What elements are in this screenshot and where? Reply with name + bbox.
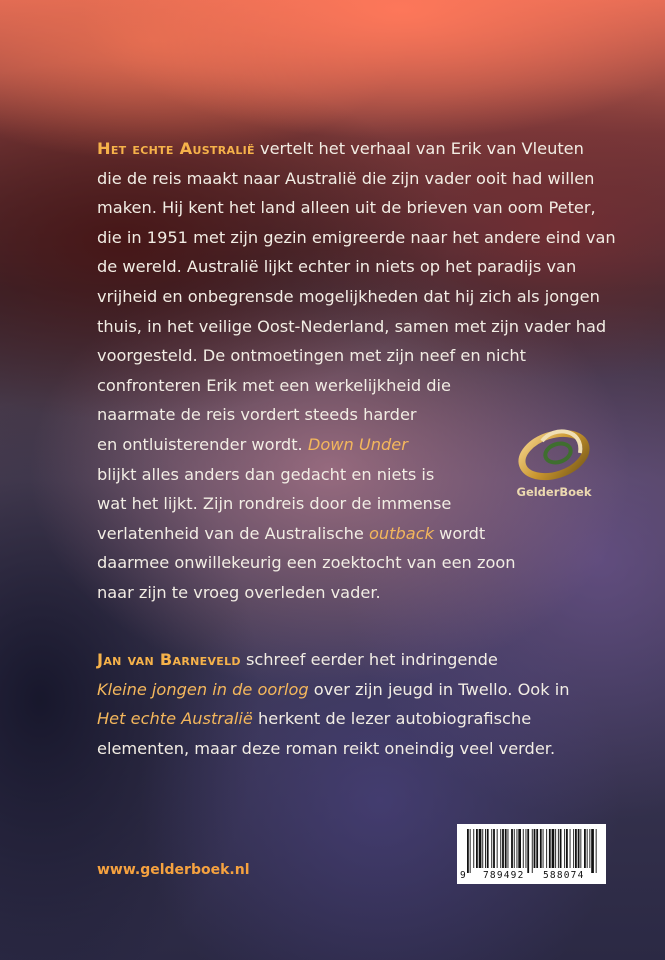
publisher-logo (514, 419, 594, 511)
emphasis-down-under: Down Under (307, 434, 408, 454)
author-line: elementen, maar deze roman reikt oneindig veel verder. (97, 738, 556, 758)
barcode-bar (508, 829, 509, 868)
blurb-line: wat het lijkt. Zijn rondreis door de immense (97, 494, 452, 514)
blurb-line: Het echte Australië vertelt het verhaal van Erik van Vleuten (97, 139, 584, 158)
barcode-bar (573, 829, 574, 868)
barcode-bar (584, 829, 586, 868)
barcode-bar (497, 829, 498, 868)
book-title-italic: Het echte Australië (97, 709, 253, 729)
publisher-website[interactable]: www.gelderboek.nl (97, 862, 250, 878)
barcode-bar (523, 829, 524, 868)
barcode-bar (526, 829, 527, 868)
blurb-line: verlatenheid van de Australische outback wordt (97, 523, 486, 543)
barcode-bar (476, 829, 478, 868)
barcode-bar (589, 829, 590, 868)
barcode-bar (580, 829, 581, 868)
barcode-bar (566, 829, 568, 868)
blurb-line: thuis, in het veilige Oost-Nederland, samen met zijn vader had (97, 316, 607, 336)
barcode-first-digit: 9 (460, 870, 466, 881)
barcode-bar (534, 829, 536, 868)
book-title: Het echte Australië (97, 139, 255, 158)
barcode-bar (532, 829, 533, 873)
barcode-bar (518, 829, 521, 868)
barcode-bar (514, 829, 515, 868)
barcode-bar (527, 829, 529, 873)
blurb-line: en ontluisterender wordt. Down Under (97, 434, 408, 454)
barcode-bar (487, 829, 489, 868)
blurb-line: blijkt alles anders dan gedacht en niets is (97, 464, 435, 484)
blurb-line: daarmee onwillekeurig een zoektocht van een zoon (97, 553, 516, 573)
barcode-left-group: 789492 (483, 870, 525, 881)
barcode-bar (479, 829, 482, 868)
barcode-bar (587, 829, 588, 868)
blurb-line: naarmate de reis vordert steeds harder (97, 405, 417, 425)
barcode-bar (502, 829, 504, 868)
author-paragraph (97, 645, 617, 763)
barcode-bar (575, 829, 577, 868)
barcode-bars (465, 829, 601, 873)
barcode-bar (482, 829, 483, 868)
barcode-bar (467, 829, 469, 873)
blurb-line: naar zijn te vroeg overleden vader. (97, 582, 381, 602)
barcode-bar (491, 829, 492, 868)
barcode-bar (543, 829, 544, 868)
barcode-bar (564, 829, 565, 868)
barcode-bar (505, 829, 507, 868)
barcode-bar (555, 829, 556, 868)
barcode-bar (493, 829, 495, 868)
barcode-bar (546, 829, 547, 868)
gelderboek-swirl-icon (514, 419, 594, 485)
publisher-logo-label: GelderBoek (516, 485, 592, 499)
emphasis-outback: outback (368, 523, 434, 543)
blurb-line: die in 1951 met zijn gezin emigreerde naar het andere eind van (97, 227, 616, 247)
barcode-bar (511, 829, 513, 868)
blurb-line: voorgesteld. De ontmoetingen met zijn neef en nicht (97, 346, 527, 366)
blurb-paragraph (97, 134, 617, 608)
barcode-bar (558, 829, 559, 868)
earlier-book-title: Kleine jongen in de oorlog (97, 679, 309, 699)
barcode-bar (540, 829, 542, 868)
barcode-bar (549, 829, 551, 868)
barcode-bar (578, 829, 580, 868)
blurb-line: de wereld. Australië lijkt echter in niets op het paradijs van (97, 257, 577, 277)
barcode-bar (473, 829, 474, 868)
barcode-bar (591, 829, 594, 873)
barcode-bar (485, 829, 486, 868)
barcode-bar (500, 829, 501, 868)
barcode-bar (560, 829, 562, 868)
barcode-bar (552, 829, 555, 868)
author-name: Jan van Barneveld (97, 650, 241, 669)
author-line: Het echte Australië herkent de lezer autobiografische (97, 709, 532, 729)
blurb-line: maken. Hij kent het land alleen uit de brieven van oom Peter, (97, 198, 596, 218)
barcode-bar (596, 829, 597, 873)
barcode-bar (470, 829, 471, 873)
barcode-bar (536, 829, 538, 868)
barcode-right-group: 588074 (543, 870, 585, 881)
author-line: Jan van Barneveld schreef eerder het indringende (97, 650, 498, 669)
blurb-line: die de reis maakt naar Australië die zijn vader ooit had willen (97, 168, 595, 188)
isbn-barcode (457, 824, 606, 884)
barcode-bar (570, 829, 571, 868)
barcode-bar (517, 829, 518, 868)
author-line: Kleine jongen in de oorlog over zijn jeugd in Twello. Ook in (97, 679, 570, 699)
blurb-line: vrijheid en onbegrensde mogelijkheden dat hij zich als jongen (97, 286, 600, 306)
blurb-line: confronteren Erik met een werkelijkheid die (97, 375, 451, 395)
